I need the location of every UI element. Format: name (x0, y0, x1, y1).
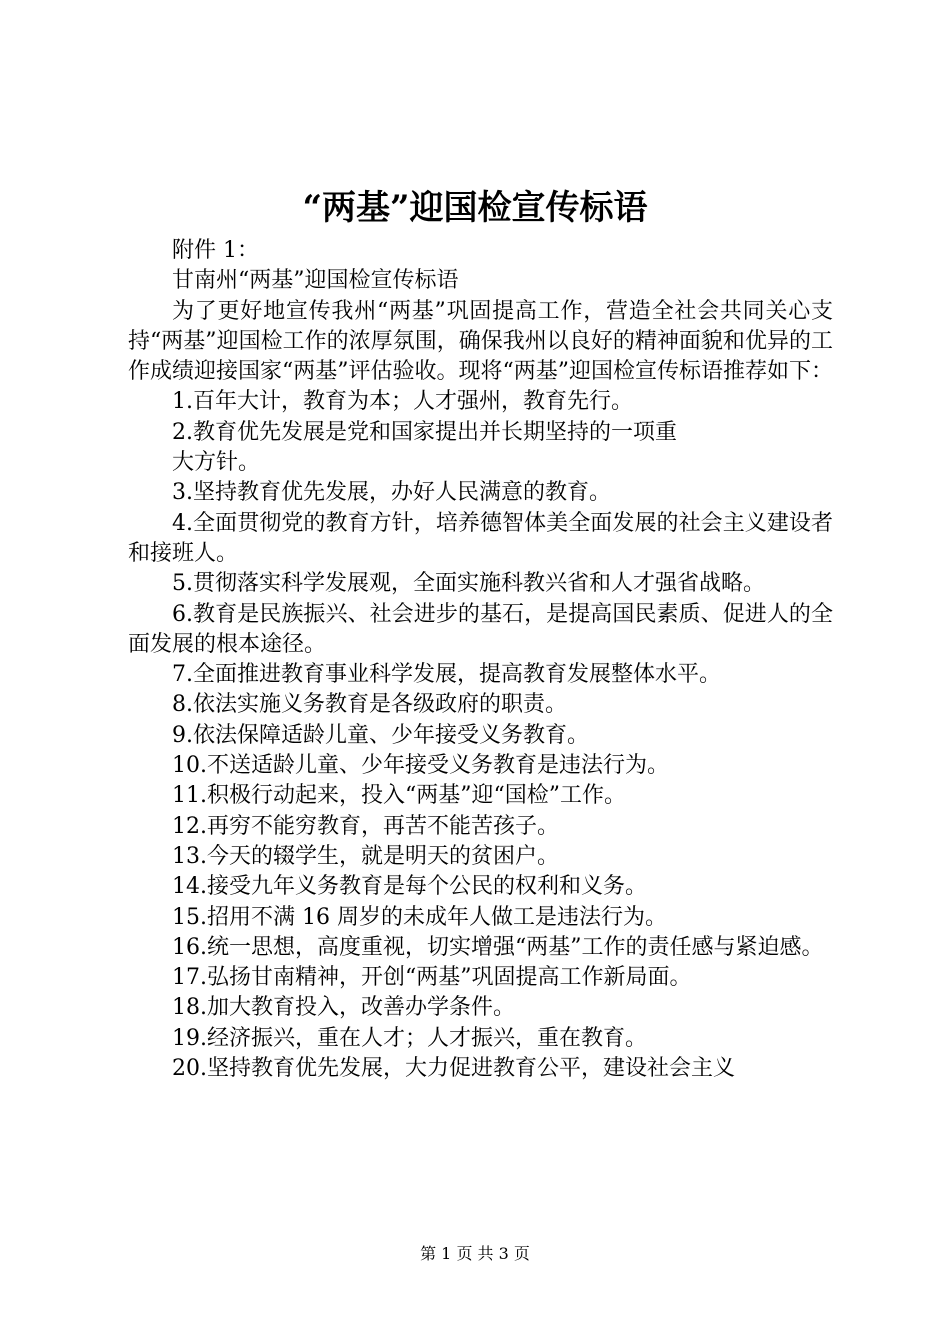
page-footer: 第 1 页 共 3 页 (420, 1244, 530, 1263)
document-title: “两基”迎国检宣传标语 (302, 188, 648, 228)
slogan-item: 13.今天的辍学生，就是明天的贫困户。 (172, 843, 559, 869)
intro-paragraph: 为了更好地宣传我州“两基”巩固提高工作，营造全社会共同关心支持“两基”迎国检工作的浓厚氛围，确保我州以良好的精神面貌和优异的工作成绩迎接国家“两基”评估验收。现将“两基”迎国检宣传标语推荐如下： (128, 298, 833, 385)
slogan-item: 3.坚持教育优先发展，办好人民满意的教育。 (172, 480, 611, 506)
slogan-item: 14.接受九年义务教育是每个公民的权利和义务。 (172, 874, 647, 900)
slogan-item: 15.招用不满 16 周岁的未成年人做工是违法行为。 (172, 904, 667, 930)
slogan-item: 9.依法保障适龄儿童、少年接受义务教育。 (172, 722, 589, 748)
document-body (128, 236, 833, 1084)
slogan-item: 16.统一思想，高度重视，切实增强“两基”工作的责任感与紧迫感。 (172, 934, 824, 960)
slogan-item: 4.全面贯彻党的教育方针，培养德智体美全面发展的社会主义建设者和接班人。 (128, 510, 833, 566)
slogan-item: 7.全面推进教育事业科学发展，提高教育发展整体水平。 (172, 662, 721, 688)
slogan-item: 1.百年大计，教育为本；人才强州，教育先行。 (172, 389, 633, 415)
slogan-item: 大方针。 (172, 450, 261, 476)
slogan-item: 19.经济振兴，重在人才；人才振兴，重在教育。 (172, 1025, 647, 1051)
slogan-item: 20.坚持教育优先发展，大力促进教育公平，建设社会主义 (172, 1056, 735, 1082)
slogan-item: 8.依法实施义务教育是各级政府的职责。 (172, 692, 567, 718)
slogan-item: 12.再穷不能穷教育，再苦不能苦孩子。 (172, 813, 559, 839)
slogan-item: 18.加大教育投入，改善办学条件。 (172, 995, 515, 1021)
slogan-item: 10.不送适龄儿童、少年接受义务教育是违法行为。 (172, 753, 669, 779)
attachment-label: 附件 1： (172, 238, 259, 263)
document-subtitle: 甘南州“两基”迎国检宣传标语 (172, 268, 459, 294)
slogan-item: 11.积极行动起来，投入“两基”迎“国检”工作。 (172, 783, 626, 809)
slogan-item: 17.弘扬甘南精神，开创“两基”巩固提高工作新局面。 (172, 965, 692, 991)
slogan-item: 2.教育优先发展是党和国家提出并长期坚持的一项重 (172, 419, 677, 445)
slogan-item: 5.贯彻落实科学发展观，全面实施科教兴省和人才强省战略。 (172, 571, 765, 597)
slogan-item: 6.教育是民族振兴、社会进步的基石，是提高国民素质、促进人的全面发展的根本途径。 (128, 601, 833, 657)
